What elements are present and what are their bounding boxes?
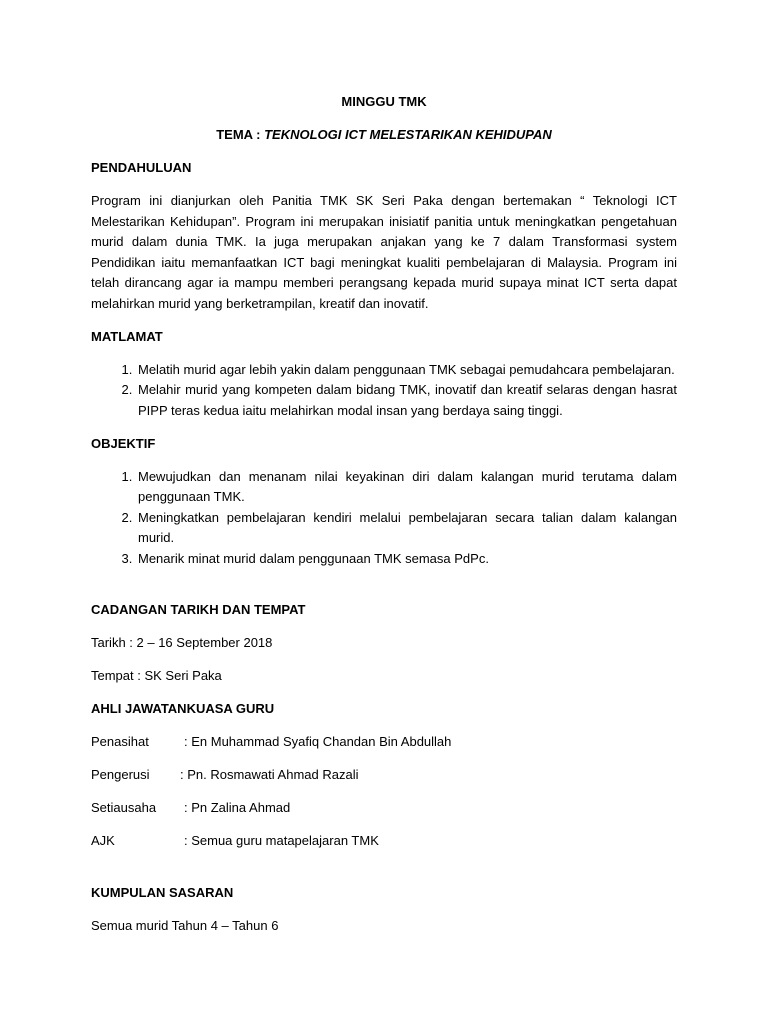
sasaran-heading: KUMPULAN SASARAN: [91, 884, 234, 900]
ajk-role: Pengerusi: [91, 767, 150, 782]
ajk-name: : En Muhammad Syafiq Chandan Bin Abdullah: [184, 734, 452, 749]
ajk-role: Penasihat: [91, 734, 149, 749]
objektif-item: 3. Menarik minat murid dalam penggunaan TMK semasa PdPc.: [136, 549, 677, 570]
ajk-row-setiausaha: [91, 798, 677, 819]
ajk-row-penasihat: [91, 732, 677, 753]
ajk-row-pengerusi: [91, 765, 677, 786]
document-body: [91, 92, 677, 936]
ajk-role: Setiausaha: [91, 800, 157, 815]
document-title: MINGGU TMK: [341, 94, 427, 109]
objektif-item: 1. Mewujudkan dan menanam nilai keyakinan diri dalam kalangan murid terutama dalam penggunaan TMK.: [136, 467, 677, 508]
tema-label: TEMA :: [216, 127, 265, 142]
cadangan-heading: CADANGAN TARIKH DAN TEMPAT: [91, 602, 306, 617]
pendahuluan-paragraph: Program ini dianjurkan oleh Panitia TMK SK Seri Paka dengan bertemakan “ Teknologi ICT Melestarikan Kehidupan”. Program ini merupakan inisiatif panitia untuk meningkatkan pengetahuan murid dalam dunia TMK. Ia juga merupakan anjakan yang ke 7 dalam Transformasi system Pendidikan iaitu memanfaatkan ICT bagi meningkat kualiti pembelajaran di Malaysia. Program ini telah dirancang agar ia mampu memberi perangsang kepada murid supaya minat ICT serta dapat melahirkan murid yang berketrampilan, kreatif dan inovatif.: [91, 193, 677, 311]
tempat-line: Tempat : SK Seri Paka: [91, 668, 222, 683]
ajk-name: : Semua guru matapelajaran TMK: [184, 833, 379, 848]
ajk-role: AJK: [91, 833, 115, 848]
sasaran-text: Semua murid Tahun 4 – Tahun 6: [91, 917, 279, 933]
tarikh-line: Tarikh : 2 – 16 September 2018: [91, 635, 273, 650]
tema-value: TEKNOLOGI ICT MELESTARIKAN KEHIDUPAN: [264, 127, 552, 142]
ajk-name: : Pn. Rosmawati Ahmad Razali: [180, 767, 359, 782]
pendahuluan-heading: PENDAHULUAN: [91, 160, 192, 175]
ajk-row-ajk: [91, 831, 677, 852]
matlamat-item: 2. Melahir murid yang kompeten dalam bidang TMK, inovatif dan kreatif selaras dengan hasrat PIPP teras kedua iaitu melahirkan modal insan yang berdaya saing tinggi.: [136, 380, 677, 421]
matlamat-item: 1. Melatih murid agar lebih yakin dalam penggunaan TMK sebagai pemudahcara pembelajaran.: [136, 360, 677, 381]
objektif-list: [91, 467, 677, 570]
matlamat-heading: MATLAMAT: [91, 328, 163, 344]
tema-line: [91, 125, 677, 146]
ajk-heading: AHLI JAWATANKUASA GURU: [91, 701, 275, 716]
objektif-item: 2. Meningkatkan pembelajaran kendiri melalui pembelajaran secara talian dalam kalangan murid.: [136, 508, 677, 549]
objektif-heading: OBJEKTIF: [91, 435, 156, 451]
ajk-name: : Pn Zalina Ahmad: [184, 800, 291, 815]
matlamat-list: [91, 360, 677, 422]
